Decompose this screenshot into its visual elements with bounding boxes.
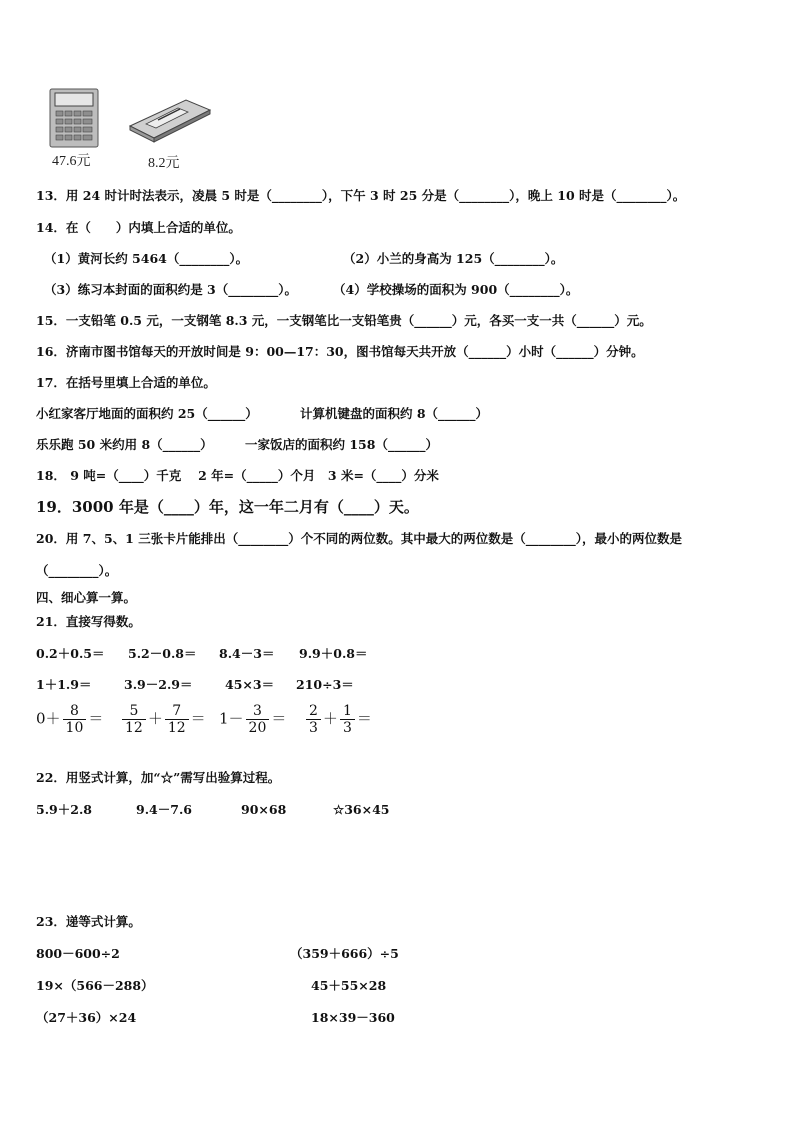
q22-item-1: 5.9＋2.8 [36,802,92,817]
q21-r3-c3: 1－ $\frac{3}{20}$ ＝ [219,703,287,736]
q21-r2-c3: 45×3＝ [225,677,275,692]
question-13: 13．用 24 时计时法表示，凌晨 5 时是（________），下午 3 时 25 分是（________），晚上 10 时是（________）。 [36,188,686,203]
q23-item-5: （27＋36）×24 [36,1010,137,1025]
q21-r2-c4: 210÷3＝ [296,677,354,692]
question-17-item-3: 乐乐跑 50 米约用 8（______） [36,437,213,452]
q21-r2-c2: 3.9－2.9＝ [124,677,193,692]
section-4-heading: 四、细心算一算。 [36,590,137,605]
question-21-title: 21．直接写得数。 [36,614,141,629]
q21-r3-c1: 0＋ $\frac{8}{10}$ ＝ [36,703,104,736]
question-19: 19．3000 年是（____）年，这一年二月有（____）天。 [36,498,419,516]
q21-r1-c2: 5.2－0.8＝ [128,646,197,661]
q21-r1-c4: 9.9＋0.8＝ [299,646,368,661]
pencil-case-image [128,96,212,144]
q23-item-4: 45＋55×28 [311,978,387,993]
question-14-title: 14．在（ ）内填上合适的单位。 [36,220,241,235]
question-17-item-2: 计算机键盘的面积约 8（______） [300,406,489,421]
question-14-item-1: （1）黄河长约 5464（________）。 [44,251,249,266]
question-14-item-2: （2）小兰的身高为 125（________）。 [343,251,564,266]
q21-r3-c4: $\frac{2}{3}$ ＋ $\frac{1}{3}$ ＝ [304,703,372,736]
q21-r3-c2: $\frac{5}{12}$ ＋ $\frac{7}{12}$ ＝ [120,703,206,736]
q21-r1-c3: 8.4－3＝ [219,646,275,661]
q21-r2-c1: 1＋1.9＝ [36,677,92,692]
question-17-item-1: 小红家客厅地面的面积约 25（______） [36,406,258,421]
question-23-title: 23．递等式计算。 [36,914,141,929]
question-15: 15．一支铅笔 0.5 元，一支钢笔 8.3 元，一支钢笔比一支铅笔贵（______）元，各买一支一共（______）元。 [36,313,652,328]
q22-item-4: ☆36×45 [333,802,390,817]
q22-item-3: 90×68 [241,802,287,817]
question-17-title: 17．在括号里填上合适的单位。 [36,375,216,390]
question-17-item-4: 一家饭店的面积约 158（______） [245,437,438,452]
q23-item-3: 19×（566－288） [36,978,154,993]
q21-r1-c1: 0.2＋0.5＝ [36,646,105,661]
calculator-image [49,88,99,148]
question-18: 18． 9 吨=（____）千克 2 年=（_____）个月 3 米=（____）分米 [36,468,439,483]
q23-item-2: （359＋666）÷5 [290,946,399,961]
question-16: 16．济南市图书馆每天的开放时间是 9：00—17：30，图书馆每天共开放（______）小时（______）分钟。 [36,344,644,359]
question-20-line-2: （________）。 [36,563,118,578]
question-14-item-3: （3）练习本封面的面积约是 3（________）。 [44,282,297,297]
question-22-title: 22．用竖式计算，加“☆”需写出验算过程。 [36,770,281,785]
question-20-line-1: 20．用 7、5、1 三张卡片能排出（________）个不同的两位数。其中最大的两位数是（________），最小的两位数是 [36,531,682,546]
q23-item-1: 800－600÷2 [36,946,120,961]
pencil-case-price: 8.2元 [148,156,180,171]
calculator-price: 47.6元 [52,154,91,169]
q23-item-6: 18×39－360 [311,1010,395,1025]
q22-item-2: 9.4－7.6 [136,802,192,817]
question-14-item-4: （4）学校操场的面积为 900（________）。 [333,282,579,297]
